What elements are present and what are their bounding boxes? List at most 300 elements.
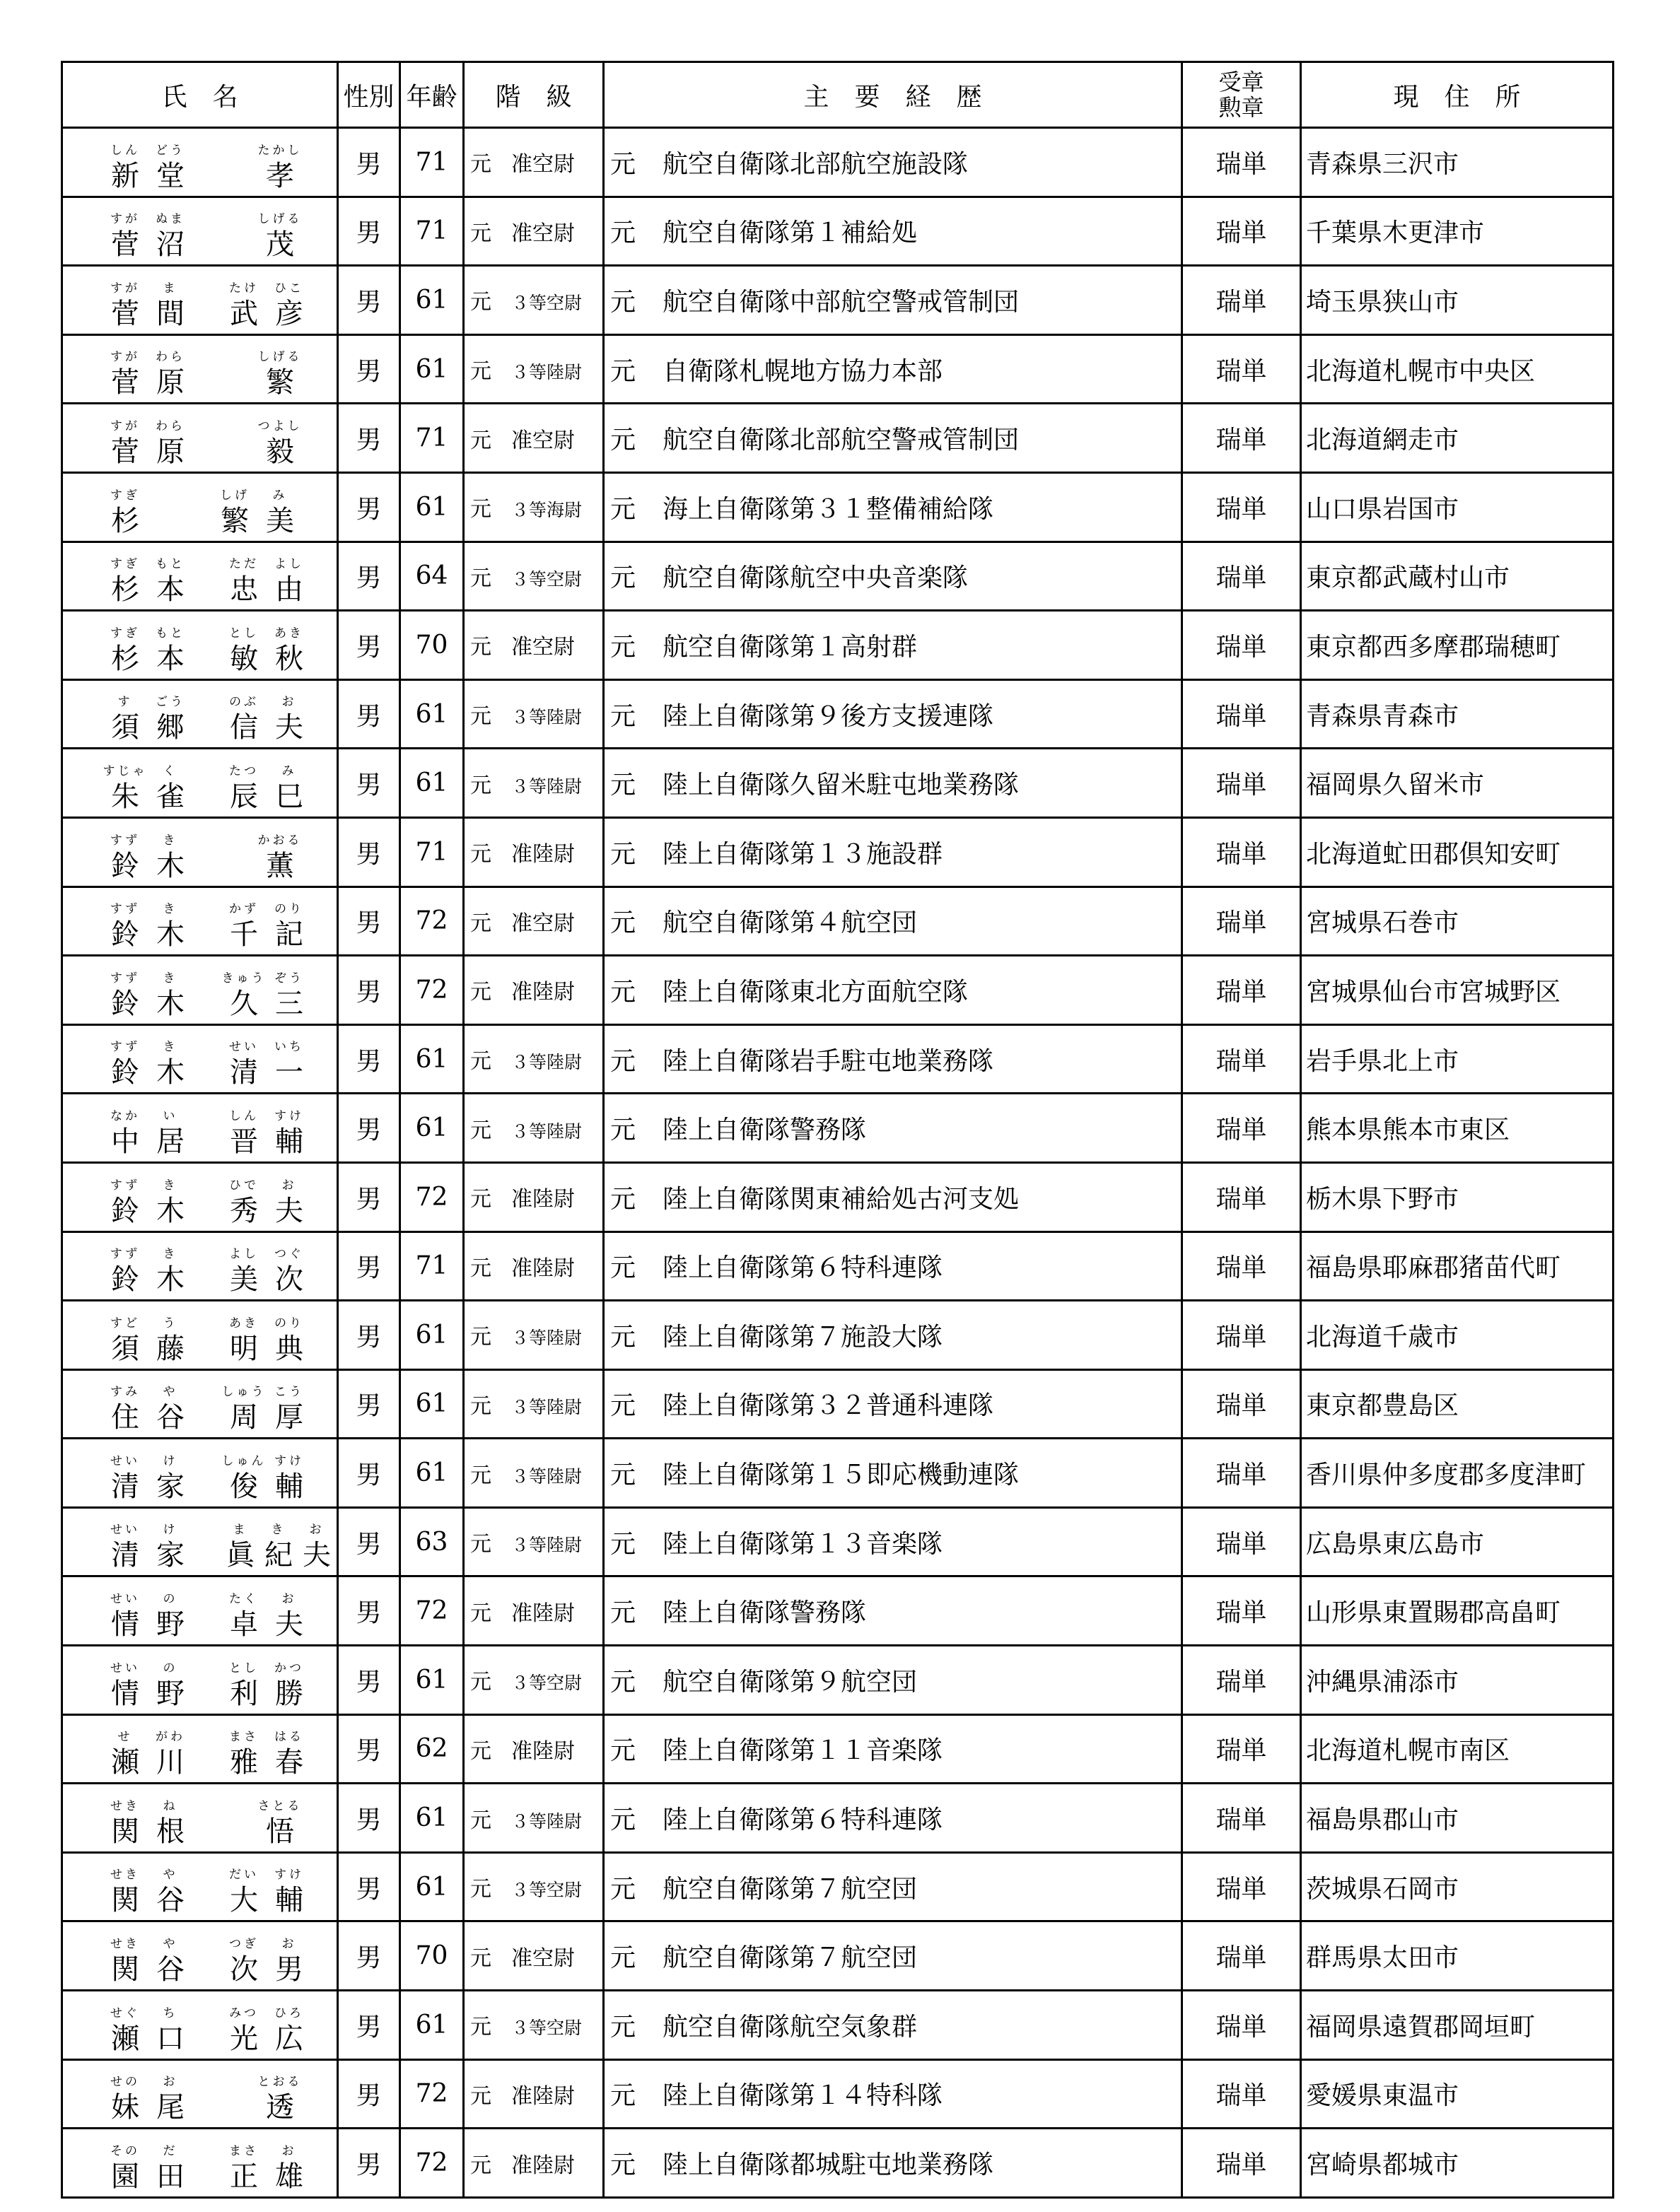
career: 陸上自衛隊第１４特科隊 <box>663 2081 943 2111</box>
rank: 准空尉 <box>511 1945 575 1971</box>
career-cell <box>604 542 1182 611</box>
person-name <box>103 1516 331 1573</box>
rank: 准陸尉 <box>511 2083 575 2109</box>
furigana: つぎ <box>229 1937 259 1952</box>
furigana: み <box>281 763 297 778</box>
kanji: 田 <box>156 2160 185 2193</box>
rank-prefix: 元 <box>470 221 491 246</box>
name-character <box>148 1177 193 1228</box>
table-row <box>62 266 1614 335</box>
career-cell <box>604 2129 1182 2198</box>
kanji: 菅 <box>111 297 139 330</box>
address-cell: 埼玉県狭山市 <box>1301 266 1614 335</box>
career-cell <box>604 956 1182 1025</box>
furigana: すけ <box>274 1453 304 1468</box>
table-row <box>62 334 1614 404</box>
kanji: 晋 <box>230 1125 258 1158</box>
kanji: 本 <box>156 642 185 675</box>
kanji: 木 <box>156 1056 185 1089</box>
kanji: 清 <box>111 1470 139 1503</box>
kanji: 瀬 <box>111 1746 139 1779</box>
career-prefix: 元 <box>610 1391 636 1421</box>
rank: ３等陸尉 <box>511 1120 583 1142</box>
furigana: とし <box>229 626 259 640</box>
address-cell: 福島県郡山市 <box>1301 1784 1614 1853</box>
person-name <box>103 1654 303 1711</box>
sex-cell: 男 <box>338 886 400 956</box>
career: 航空自衛隊第９航空団 <box>663 1667 918 1697</box>
career-cell <box>604 1507 1182 1576</box>
name-character <box>103 1728 148 1779</box>
age-cell: 61 <box>400 472 464 542</box>
name-character <box>221 1936 267 1986</box>
career-prefix: 元 <box>610 701 636 731</box>
address-cell: 山形県東置賜郡高畠町 <box>1301 1576 1614 1646</box>
rank-cell <box>464 2129 604 2198</box>
person-name <box>103 274 303 331</box>
kanji: 杉 <box>111 504 139 537</box>
kanji: 巳 <box>275 780 303 813</box>
kanji: 清 <box>111 1539 139 1572</box>
career: 航空自衛隊航空気象群 <box>663 2012 918 2042</box>
address-cell: 青森県青森市 <box>1301 679 1614 749</box>
address-cell: 北海道網走市 <box>1301 404 1614 473</box>
kanji: 杉 <box>111 573 139 607</box>
address-cell: 北海道虻田郡倶知安町 <box>1301 817 1614 886</box>
furigana: や <box>163 1937 178 1952</box>
furigana: すず <box>110 902 141 917</box>
age-cell: 61 <box>400 1784 464 1853</box>
surname <box>103 1791 221 1849</box>
name-cell <box>62 266 338 335</box>
address-cell: 北海道札幌市南区 <box>1301 1714 1614 1784</box>
name-character <box>257 832 303 883</box>
kanji: 木 <box>156 1194 185 1227</box>
award-cell: 瑞単 <box>1182 2059 1301 2129</box>
address-cell: 東京都武蔵村山市 <box>1301 542 1614 611</box>
award-cell: 瑞単 <box>1182 1784 1301 1853</box>
surname <box>103 2068 221 2125</box>
person-name <box>103 1791 303 1849</box>
furigana: かつ <box>274 1661 304 1675</box>
furigana: お <box>309 1523 325 1538</box>
given-name <box>221 1240 312 1297</box>
table-row <box>62 1024 1614 1094</box>
name-character <box>103 556 148 607</box>
table-row <box>62 2129 1614 2198</box>
given-name <box>221 1033 312 1090</box>
rank: 准空尉 <box>511 428 575 453</box>
kanji: 秋 <box>275 642 303 675</box>
kanji: 新 <box>111 159 139 192</box>
career-prefix: 元 <box>610 1461 636 1490</box>
name-character <box>103 1521 148 1572</box>
name-character <box>103 2073 148 2124</box>
name-character <box>148 1591 193 1642</box>
given-name <box>221 1654 312 1711</box>
person-name <box>103 1929 303 1986</box>
career-cell <box>604 886 1182 956</box>
rank: ３等陸尉 <box>511 362 583 383</box>
surname <box>103 756 221 814</box>
name-character <box>148 970 193 1021</box>
kanji: 家 <box>156 1539 185 1572</box>
furigana: まさ <box>229 1730 259 1745</box>
kanji: 谷 <box>156 1953 185 1986</box>
name-cell <box>62 956 338 1025</box>
furigana: しゅう <box>221 1385 267 1400</box>
kanji: 大 <box>230 1884 258 1917</box>
sex-cell: 男 <box>338 749 400 818</box>
name-character <box>267 1383 312 1434</box>
kanji: 毅 <box>266 435 294 468</box>
surname <box>103 1378 221 1435</box>
kanji: 厚 <box>275 1401 303 1434</box>
rank-prefix: 元 <box>470 2015 491 2040</box>
name-character <box>148 901 193 952</box>
person-name <box>103 1309 303 1366</box>
name-cell <box>62 1714 338 1784</box>
age-cell: 72 <box>400 2059 464 2129</box>
rank-prefix: 元 <box>470 428 491 453</box>
age-cell: 71 <box>400 1231 464 1301</box>
furigana: さとる <box>257 1798 303 1813</box>
given-name <box>221 1723 312 1780</box>
name-cell <box>62 1369 338 1439</box>
career-cell <box>604 472 1182 542</box>
table-row <box>62 679 1614 749</box>
kanji: 情 <box>111 1677 139 1710</box>
career: 航空自衛隊第１補給処 <box>663 218 918 248</box>
career-prefix: 元 <box>610 1874 636 1904</box>
award-cell: 瑞単 <box>1182 2129 1301 2198</box>
kanji: 木 <box>156 918 185 952</box>
given-name <box>221 2136 312 2194</box>
rank-cell <box>464 1991 604 2060</box>
rank-prefix: 元 <box>470 1738 491 1764</box>
kanji: 勝 <box>275 1677 303 1710</box>
furigana: い <box>163 1108 178 1123</box>
rank-cell <box>464 1024 604 1094</box>
header-award-line2: 勲章 <box>1218 94 1264 121</box>
person-name <box>103 1446 303 1504</box>
furigana: き <box>163 1247 178 1262</box>
name-character <box>267 2005 312 2056</box>
furigana: き <box>163 902 178 917</box>
sex-cell: 男 <box>338 611 400 680</box>
rank-cell <box>464 1852 604 1921</box>
kanji: 雀 <box>156 780 185 813</box>
kanji: 美 <box>230 1263 258 1297</box>
name-character <box>103 970 148 1021</box>
address-cell: 山口県岩国市 <box>1301 472 1614 542</box>
sex-cell: 男 <box>338 334 400 404</box>
age-cell: 71 <box>400 817 464 886</box>
sex-cell: 男 <box>338 2059 400 2129</box>
name-cell <box>62 1231 338 1301</box>
name-character <box>257 487 303 538</box>
kanji: 周 <box>230 1401 258 1434</box>
header-career: 主 要 経 歴 <box>604 62 1182 128</box>
career-prefix: 元 <box>610 977 636 1007</box>
sex-cell: 男 <box>338 1991 400 2060</box>
rank: ３等陸尉 <box>511 1328 583 1349</box>
age-cell: 64 <box>400 542 464 611</box>
name-character <box>103 2143 148 2194</box>
furigana: わら <box>156 350 185 365</box>
name-cell <box>62 679 338 749</box>
rank: ３等陸尉 <box>511 1535 583 1556</box>
name-character <box>267 1038 312 1089</box>
name-cell <box>62 1439 338 1508</box>
kanji: 情 <box>111 1608 139 1642</box>
furigana: すず <box>110 1247 141 1262</box>
furigana: や <box>163 1385 178 1400</box>
address-cell: 千葉県木更津市 <box>1301 197 1614 266</box>
kanji: 杉 <box>111 642 139 675</box>
furigana: はる <box>274 1730 304 1745</box>
name-cell <box>62 1576 338 1646</box>
kanji: 堂 <box>156 159 185 192</box>
kanji: 雄 <box>275 2160 303 2193</box>
career-prefix: 元 <box>610 1598 636 1628</box>
kanji: 野 <box>156 1608 185 1642</box>
kanji: 広 <box>275 2022 303 2055</box>
career: 陸上自衛隊東北方面航空隊 <box>663 977 969 1007</box>
rank-prefix: 元 <box>470 842 491 867</box>
rank-cell <box>464 1094 604 1163</box>
kanji: 尾 <box>156 2091 185 2124</box>
age-cell: 61 <box>400 749 464 818</box>
sex-cell: 男 <box>338 1231 400 1301</box>
kanji: 川 <box>156 1746 185 1779</box>
kanji: 辰 <box>230 780 258 813</box>
career-prefix: 元 <box>610 563 636 593</box>
surname <box>103 1654 221 1711</box>
name-character <box>221 1453 267 1504</box>
name-character <box>148 1728 193 1779</box>
name-cell <box>62 1301 338 1370</box>
rank-cell <box>464 679 604 749</box>
kanji: 沼 <box>156 228 185 262</box>
person-name <box>103 1584 303 1642</box>
rank-cell <box>464 542 604 611</box>
sex-cell: 男 <box>338 1439 400 1508</box>
career-prefix: 元 <box>610 1253 636 1283</box>
award-cell: 瑞単 <box>1182 1094 1301 1163</box>
career: 陸上自衛隊関東補給処古河支処 <box>663 1184 1020 1214</box>
kanji: 妹 <box>111 2091 139 2124</box>
surname <box>103 274 221 331</box>
name-character <box>221 2143 267 2194</box>
kanji: 園 <box>111 2160 139 2193</box>
given-name <box>221 1309 312 1366</box>
award-cell: 瑞単 <box>1182 1024 1301 1094</box>
kanji: 夫 <box>275 711 303 744</box>
name-character <box>148 556 193 607</box>
given-name <box>221 1516 336 1573</box>
name-character <box>221 2005 267 2056</box>
name-character <box>148 694 193 744</box>
kanji: 鈴 <box>111 1056 139 1089</box>
name-cell <box>62 472 338 542</box>
name-character <box>103 1177 148 1228</box>
name-character <box>267 1315 312 1366</box>
rank-prefix: 元 <box>470 1256 491 1281</box>
age-cell: 72 <box>400 1576 464 1646</box>
career-prefix: 元 <box>610 494 636 524</box>
table-row <box>62 1094 1614 1163</box>
kanji: 夫 <box>303 1539 331 1572</box>
furigana: け <box>163 1523 178 1538</box>
kanji: 関 <box>111 1884 139 1917</box>
kanji: 住 <box>111 1401 139 1434</box>
name-cell <box>62 2059 338 2129</box>
surname <box>103 895 221 952</box>
name-cell <box>62 542 338 611</box>
furigana: ね <box>163 1798 178 1813</box>
name-character <box>267 1108 312 1159</box>
table-row <box>62 1714 1614 1784</box>
sex-cell: 男 <box>338 266 400 335</box>
furigana: お <box>281 1178 297 1193</box>
kanji: 一 <box>275 1056 303 1089</box>
name-character <box>221 625 267 676</box>
kanji: 口 <box>156 2022 185 2055</box>
age-cell: 61 <box>400 334 464 404</box>
career-prefix: 元 <box>610 1184 636 1214</box>
name-cell <box>62 404 338 473</box>
address-cell: 東京都西多摩郡瑞穂町 <box>1301 611 1614 680</box>
career: 海上自衛隊第３１整備補給隊 <box>663 494 994 524</box>
person-name <box>103 343 303 400</box>
career: 陸上自衛隊第１３施設群 <box>663 839 943 869</box>
kanji: 原 <box>156 366 185 399</box>
rank-cell <box>464 472 604 542</box>
address-cell: 茨城県石岡市 <box>1301 1852 1614 1921</box>
surname <box>103 2136 221 2194</box>
given-name <box>221 688 312 745</box>
surname <box>103 688 221 745</box>
kanji: 繁 <box>221 504 249 537</box>
furigana: しゅん <box>221 1453 267 1468</box>
furigana: すが <box>110 350 140 365</box>
furigana: く <box>163 763 178 778</box>
rank: ３等陸尉 <box>511 1396 583 1417</box>
award-cell: 瑞単 <box>1182 1301 1301 1370</box>
rank-cell <box>464 404 604 473</box>
sex-cell: 男 <box>338 1024 400 1094</box>
kanji: 朱 <box>111 780 139 813</box>
surname <box>103 826 221 883</box>
career: 陸上自衛隊警務隊 <box>663 1598 867 1628</box>
award-cell: 瑞単 <box>1182 1576 1301 1646</box>
furigana: しげる <box>257 212 303 227</box>
given-name <box>221 136 303 193</box>
name-character <box>103 1660 148 1711</box>
furigana: きゅう <box>221 971 267 985</box>
rank-cell <box>464 128 604 197</box>
sex-cell: 男 <box>338 2129 400 2198</box>
furigana: の <box>163 1661 178 1675</box>
table-row <box>62 1162 1614 1231</box>
kanji: 千 <box>230 918 258 952</box>
kanji: 木 <box>156 1263 185 1297</box>
sex-cell: 男 <box>338 1714 400 1784</box>
career-cell <box>604 1576 1182 1646</box>
career-cell <box>604 266 1182 335</box>
sex-cell: 男 <box>338 1852 400 1921</box>
furigana: せい <box>110 1661 140 1675</box>
rank-prefix: 元 <box>470 911 491 936</box>
career: 陸上自衛隊第９後方支援連隊 <box>663 701 994 731</box>
award-cell: 瑞単 <box>1182 886 1301 956</box>
career: 自衛隊札幌地方協力本部 <box>663 356 943 386</box>
furigana: まさ <box>229 2143 259 2158</box>
rank: 准空尉 <box>511 221 575 246</box>
name-character <box>221 1591 267 1642</box>
career-cell <box>604 1921 1182 1991</box>
career-prefix: 元 <box>610 149 636 179</box>
career: 航空自衛隊第１高射群 <box>663 632 918 662</box>
surname <box>103 964 221 1021</box>
given-name <box>221 343 303 400</box>
age-cell: 63 <box>400 1507 464 1576</box>
kanji: 原 <box>156 435 185 468</box>
career-cell <box>604 1024 1182 1094</box>
kanji: 本 <box>156 573 185 607</box>
kanji: 敏 <box>230 642 258 675</box>
furigana: あき <box>229 1316 259 1330</box>
rank-cell <box>464 886 604 956</box>
kanji: 夫 <box>275 1194 303 1227</box>
age-cell: 62 <box>400 1714 464 1784</box>
career: 陸上自衛隊第１５即応機動連隊 <box>663 1461 1020 1490</box>
award-cell: 瑞単 <box>1182 404 1301 473</box>
award-cell: 瑞単 <box>1182 1852 1301 1921</box>
award-cell: 瑞単 <box>1182 1714 1301 1784</box>
name-character <box>103 1936 148 1986</box>
header-age: 年齢 <box>400 62 464 128</box>
age-cell: 61 <box>400 1094 464 1163</box>
address-cell: 青森県三沢市 <box>1301 128 1614 197</box>
career-prefix: 元 <box>610 1667 636 1697</box>
given-name <box>221 1171 312 1228</box>
name-character <box>267 763 312 814</box>
career: 航空自衛隊第４航空団 <box>663 908 918 938</box>
name-character <box>148 1246 193 1297</box>
rank: ３等陸尉 <box>511 776 583 797</box>
career-cell <box>604 1094 1182 1163</box>
furigana: みつ <box>229 2006 259 2020</box>
rank: ３等陸尉 <box>511 1810 583 1832</box>
surname <box>103 1240 221 1297</box>
name-cell <box>62 197 338 266</box>
name-character <box>148 1453 193 1504</box>
rank-cell <box>464 1231 604 1301</box>
kanji: 卓 <box>230 1608 258 1642</box>
rank-prefix: 元 <box>470 704 491 730</box>
furigana: かおる <box>257 833 303 848</box>
name-character <box>103 487 148 538</box>
given-name <box>221 826 303 883</box>
career-cell <box>604 1301 1182 1370</box>
award-cell: 瑞単 <box>1182 128 1301 197</box>
furigana: せき <box>110 1868 140 1883</box>
name-character <box>148 1798 193 1849</box>
kanji: 間 <box>156 297 185 330</box>
surname <box>103 1584 221 1642</box>
